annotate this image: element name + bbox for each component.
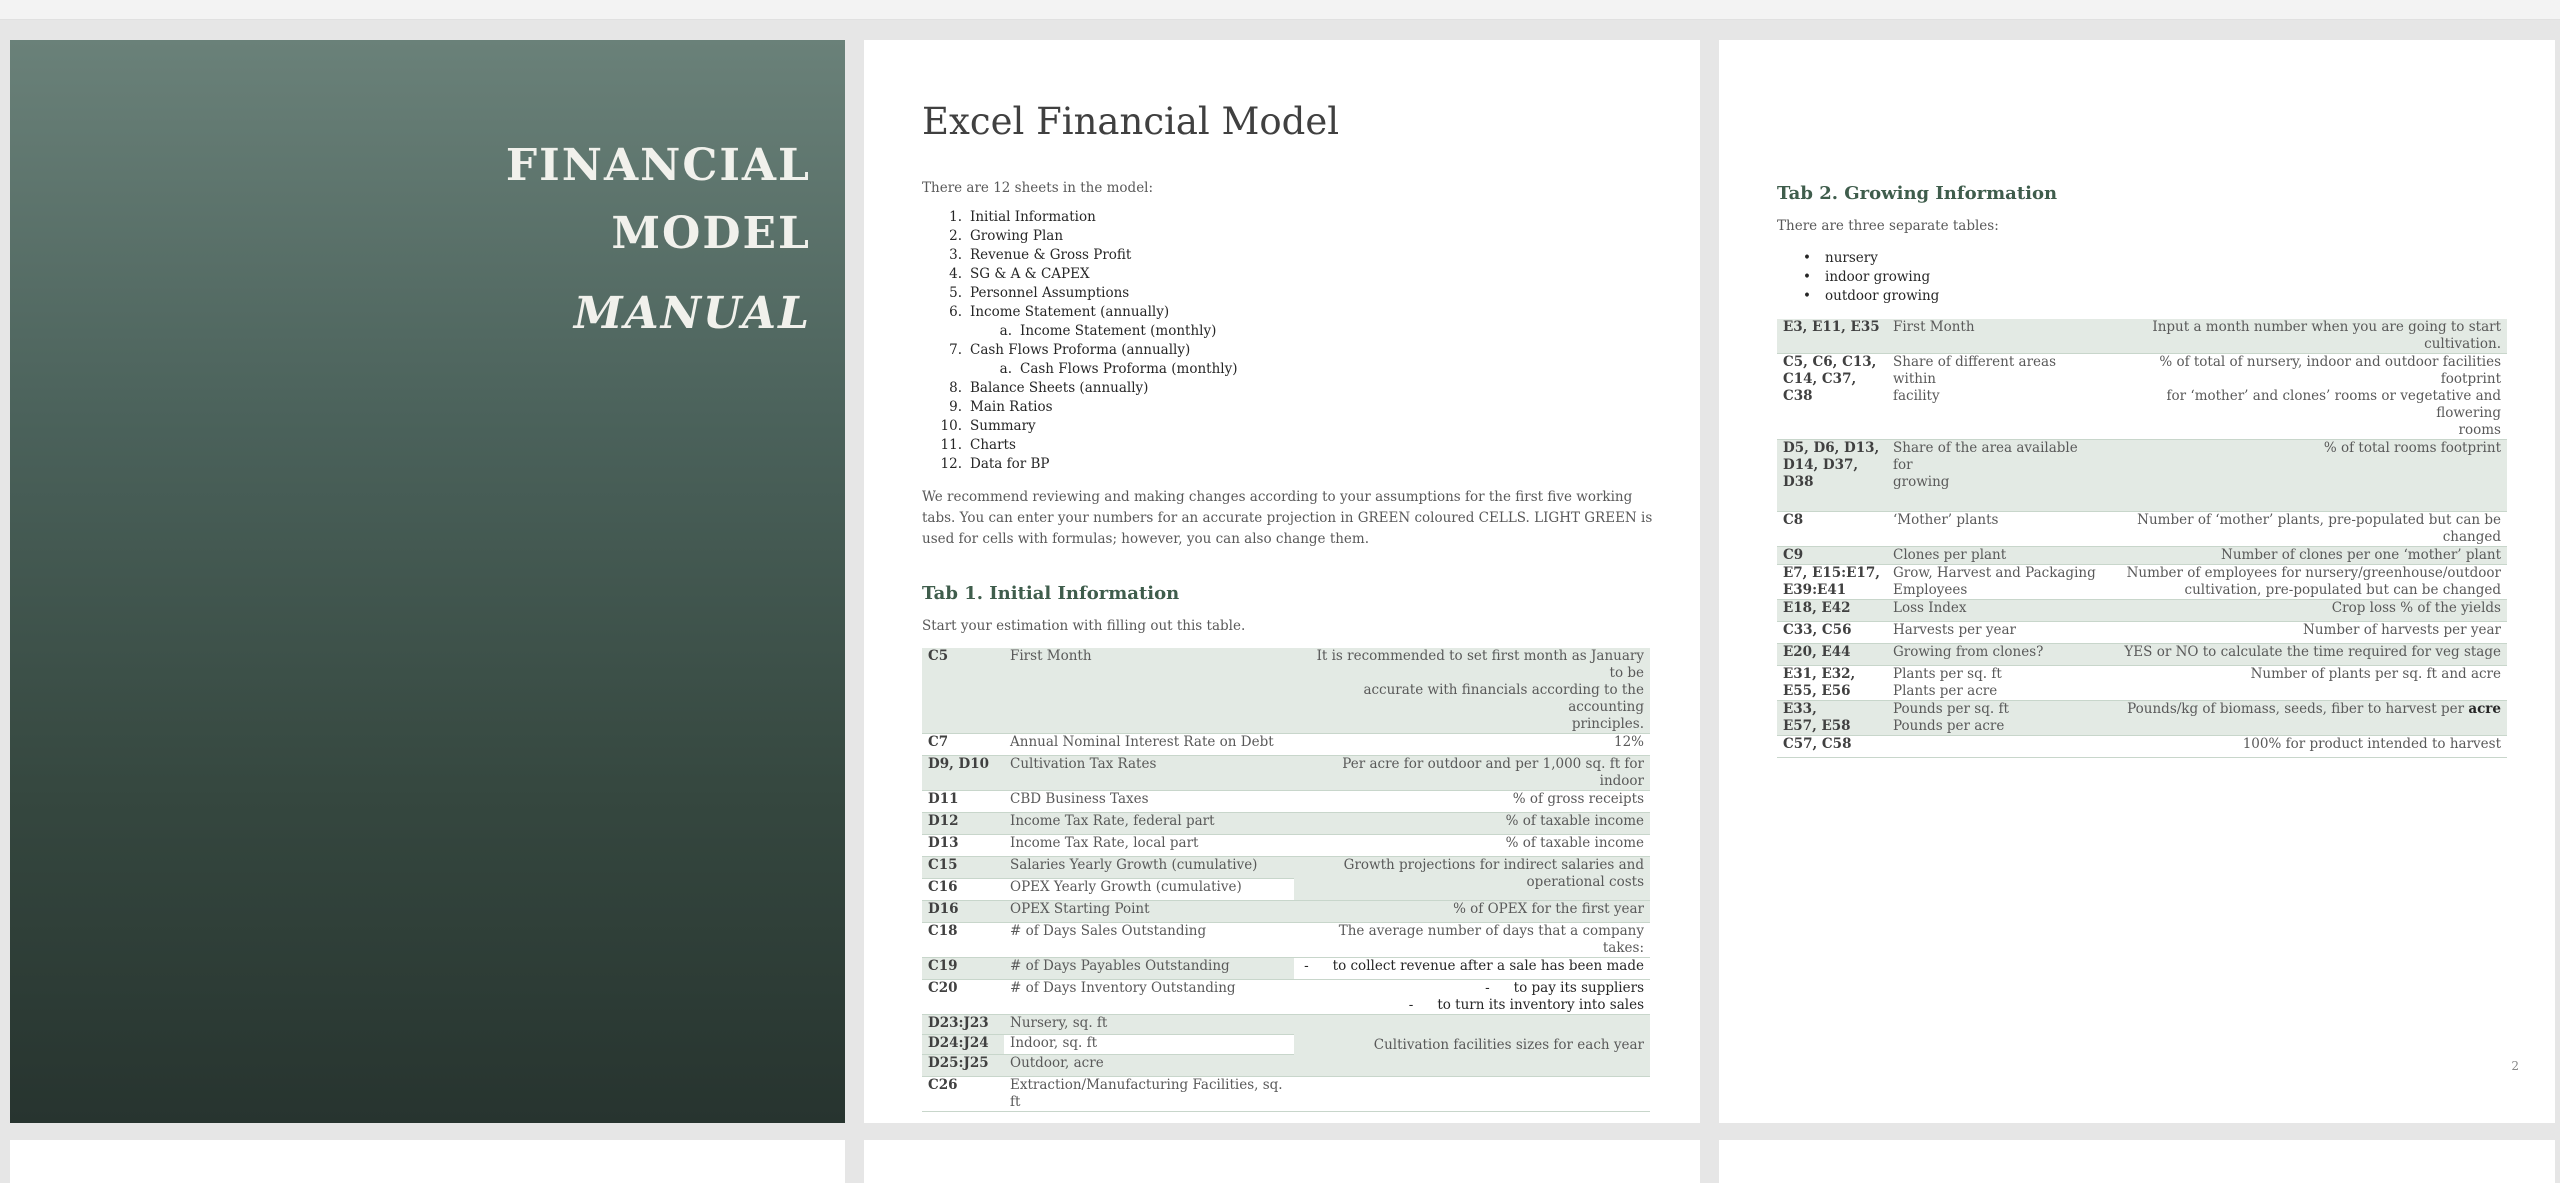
table-row: C8 ‘Mother’ plants Number of ‘mother’ plants, pre-populated but can be changed: [1777, 512, 2507, 547]
table-row: D5, D6, D13, D14, D37, D38 Share of the area available for growing % of total rooms footprint: [1777, 440, 2507, 512]
table-row: C7 Annual Nominal Interest Rate on Debt 12%: [922, 734, 1650, 756]
table-row: E33, E57, E58 Pounds per sq. ft Pounds per acre Pounds/kg of biomass, seeds, fiber to harvest per acre: [1777, 701, 2507, 736]
next-page-right: [1719, 1140, 2555, 1183]
list-item: 6. Income Statement (annually): [949, 304, 1170, 320]
list-item: 4. SG & A & CAPEX: [949, 266, 1090, 282]
table-row: C15 Salaries Yearly Growth (cumulative) Growth projections for indirect salaries and operational costs: [922, 857, 1650, 879]
table-row: D23:J23 Nursery, sq. ft Cultivation facilities sizes for each year: [922, 1015, 1650, 1035]
list-item: • indoor growing: [1777, 268, 1939, 287]
table-row: C16 OPEX Yearly Growth (cumulative): [922, 879, 1650, 901]
table-row: C20 # of Days Inventory Outstanding - to pay its suppliers - to turn its inventory into sales: [922, 980, 1650, 1015]
table-row: C5 First Month It is recommended to set first month as January to be accurate with financials according to the accounting principles.: [922, 648, 1650, 734]
cover-title-manual: MANUAL: [573, 288, 811, 339]
table-row: D25:J25 Outdoor, acre: [922, 1055, 1650, 1077]
page-title: Excel Financial Model: [922, 100, 1340, 143]
cover-title-financial: FINANCIAL: [505, 140, 811, 191]
table-row: C26 Extraction/Manufacturing Facilities, sq. ft: [922, 1077, 1650, 1112]
tab2-intro: There are three separate tables:: [1777, 218, 1999, 234]
table-row: C18 # of Days Sales Outstanding The average number of days that a company takes:: [922, 923, 1650, 958]
table-row: C57, C58 100% for product intended to harvest: [1777, 736, 2507, 758]
table-row: D16 OPEX Starting Point % of OPEX for the first year: [922, 901, 1650, 923]
tab1-intro: Start your estimation with filling out this table.: [922, 618, 1246, 634]
page-number: 2: [2511, 1059, 2519, 1073]
document-page-2: [1719, 40, 2555, 1123]
list-item: • outdoor growing: [1777, 287, 1939, 306]
table-row: C9 Clones per plant Number of clones per one ‘mother’ plant: [1777, 547, 2507, 565]
table-row: D13 Income Tax Rate, local part % of taxable income: [922, 835, 1650, 857]
table-row: D24:J24 Indoor, sq. ft: [922, 1035, 1650, 1055]
list-item: 10. Summary: [940, 418, 1036, 434]
tab1-heading: Tab 1. Initial Information: [922, 583, 1180, 604]
list-item: • nursery: [1777, 249, 1939, 268]
table-row: E18, E42 Loss Index Crop loss % of the yields: [1777, 600, 2507, 622]
tab2-table: [1777, 319, 2507, 758]
table-row: E31, E32, E55, E56 Plants per sq. ft Plants per acre Number of plants per sq. ft and acre: [1777, 666, 2507, 701]
table-row: D11 CBD Business Taxes % of gross receipts: [922, 791, 1650, 813]
window-top-strip: [0, 0, 2560, 20]
list-item: 9. Main Ratios: [949, 399, 1053, 415]
list-item: 2. Growing Plan: [949, 228, 1064, 244]
table-row: E7, E15:E17, E39:E41 Grow, Harvest and Packaging Employees Number of employees for nursery/greenhouse/outdoor cultivation, pre-populated but can be changed: [1777, 565, 2507, 600]
tab2-heading: Tab 2. Growing Information: [1777, 183, 2058, 204]
cover-title-model: MODEL: [611, 208, 811, 259]
list-item: 11. Charts: [940, 437, 1016, 453]
list-item: 7. Cash Flows Proforma (annually): [949, 342, 1191, 358]
list-item: 5. Personnel Assumptions: [949, 285, 1130, 301]
list-item: 1. Initial Information: [949, 209, 1096, 225]
table-row: E20, E44 Growing from clones? YES or NO to calculate the time required for veg stage: [1777, 644, 2507, 666]
table-row: D9, D10 Cultivation Tax Rates Per acre for outdoor and per 1,000 sq. ft for indoor: [922, 756, 1650, 791]
list-item: 3. Revenue & Gross Profit: [949, 247, 1132, 263]
list-item: 8. Balance Sheets (annually): [949, 380, 1149, 396]
table-row: C5, C6, C13, C14, C37, C38 Share of different areas within facility % of total of nursery, indoor and outdoor facilities footprint for ‘mother’ and clones’ rooms or vegetative and flowering rooms: [1777, 354, 2507, 440]
tables-list: [1777, 249, 1939, 306]
cover-page: [10, 40, 845, 1123]
list-item: a. Cash Flows Proforma (monthly): [999, 361, 1238, 377]
sheet-list: [922, 208, 1237, 474]
tab1-table: [922, 648, 1650, 1112]
table-row: C19 # of Days Payables Outstanding - to collect revenue after a sale has been made: [922, 958, 1650, 980]
table-row: D12 Income Tax Rate, federal part % of taxable income: [922, 813, 1650, 835]
next-page-cover: [10, 1140, 845, 1183]
list-item: a. Income Statement (monthly): [999, 323, 1217, 339]
list-item: 12. Data for BP: [940, 456, 1050, 472]
recommend-paragraph: We recommend reviewing and making changes according to your assumptions for the first five working tabs. You can enter your numbers for an accurate projection in GREEN coloured CELLS. LIGHT GREEN is used for cells with formulas; however, you can also change them.: [922, 489, 1653, 547]
document-page-1: [864, 40, 1700, 1123]
sheets-intro: There are 12 sheets in the model:: [922, 180, 1154, 196]
table-row: E3, E11, E35 First Month Input a month number when you are going to start cultivation.: [1777, 319, 2507, 354]
table-row: C33, C56 Harvests per year Number of harvests per year: [1777, 622, 2507, 644]
next-page-middle: [864, 1140, 1700, 1183]
